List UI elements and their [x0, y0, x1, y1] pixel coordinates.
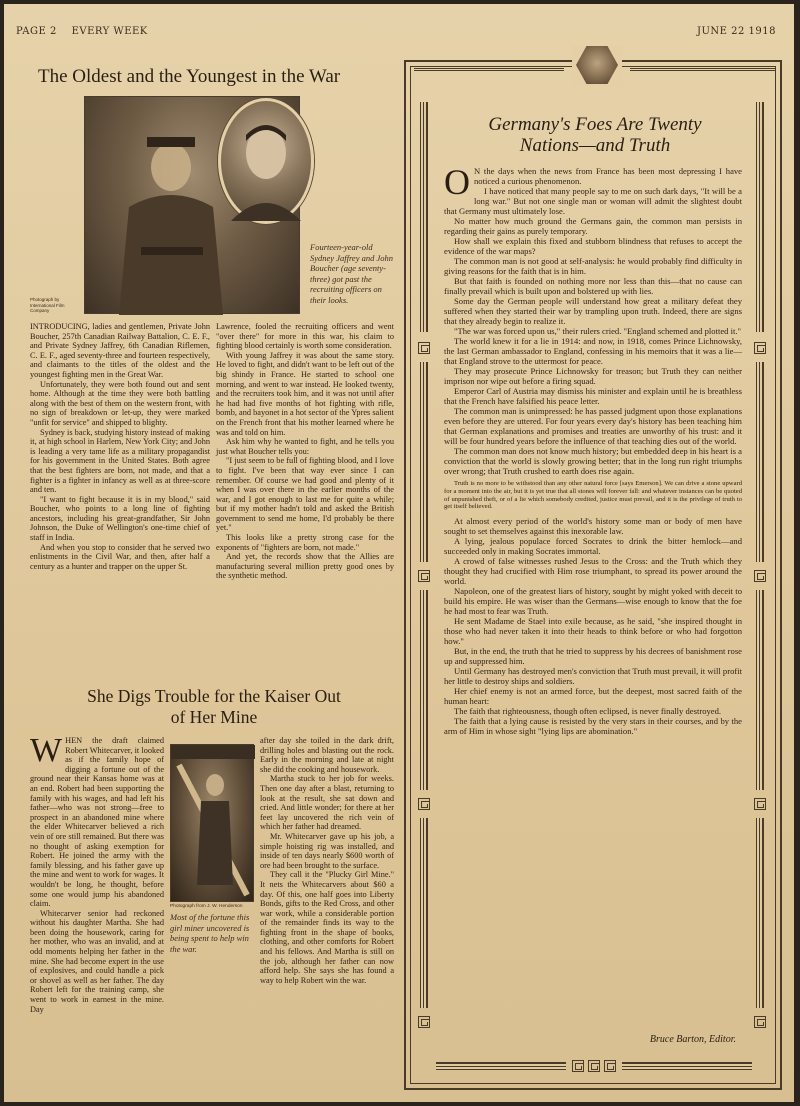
- editorial-paragraph: But, in the end, the truth that he tried to suppress by his decrees of banishment rose up and suppressed him.: [444, 646, 742, 667]
- bottom-border-bar-left: [436, 1062, 566, 1070]
- article2-paragraph: They call it the "Plucky Girl Mine." It nets the Whitecarvers about $60 a day. Of this, one half goes into Liberty Bonds, gifts to the Red Cross, and other war work, while a considerable portion of the remainder finds its way to the fighting front in the shape of books, clothing, and other comforts for Robert and his fellows. And Martha is still on the job, although her father can now afford help. She says she has found a way to help Robert win the war.: [260, 870, 394, 985]
- left-border-bar-3: [420, 590, 428, 790]
- article-title-oldest-youngest: The Oldest and the Youngest in the War: [38, 66, 341, 87]
- article1-paragraph: And when you stop to consider that he served two enlistments in the Civil War, and then, after half a century as a hunter and trapper on the upper St.: [30, 542, 210, 571]
- editorial-paragraph: Her chief enemy is not an armed force, but the deepest, most sacred faith of the human heart:: [444, 686, 742, 707]
- editorial-paragraph: Some day the German people will understand how great a military defeat they suffered when they started their war by trampling upon truth. Indeed, there are signs that they already begin to realize it.: [444, 296, 742, 326]
- article2-paragraph: after day she toiled in the dark drift, drilling holes and blasting out the rock. Early in the morning and late at night she did the cooking and housework.: [260, 736, 394, 774]
- editorial-paragraph: A lying, jealous populace forced Socrates to drink the bitter hemlock—and succeeded only in making Socrates immortal.: [444, 536, 742, 557]
- editorial-body: [444, 162, 742, 737]
- editorial-paragraph: The common man is not good at self-analysis: he would probably find difficulty in giving reasons for the faith that is in him.: [444, 256, 742, 276]
- article1-paragraph: Ask him why he wanted to fight, and he tells you just what Boucher tells you:: [216, 437, 394, 456]
- magazine-page: [4, 4, 794, 1102]
- editorial-paragraph: Napoleon, one of the greatest liars of history, sought by might yoked with deceit to build his empire. He was wiser than the Germans—wise enough to know that the foe he had most to fear was Truth.: [444, 586, 742, 617]
- editorial-paragraph: He sent Madame de Stael into exile because, as he said, "she inspired thought in those who had never taken it into their heads to think before or who had forgotton how.": [444, 616, 742, 647]
- editor-signature: Bruce Barton, Editor.: [649, 1034, 736, 1045]
- article2-column-2: [260, 736, 394, 985]
- article2-title-line2: of Her Mine: [170, 707, 258, 727]
- editorial-paragraph: But that faith is founded on nothing more nor less than this—that no cause can finally prevail which is built upon and bolstered up with lies.: [444, 276, 742, 296]
- article1-paragraph: "I just seem to be full of fighting blood, and I love to fight. I've been that way ever since I can remember. Of course we had good and plenty of it when I was over there in the earlier months of the war, and I got enough to last me for quite a while; but if my mother hadn't told and asked the British government to send me home, I'd probably be there yet.": [216, 456, 394, 533]
- editorial-title-line1: Germany's Foes Are Twenty: [488, 114, 702, 135]
- greek-key-icon: [754, 798, 766, 810]
- editor-medallion: [572, 46, 622, 86]
- right-border-bar-1: [756, 102, 764, 332]
- article2-paragraph: [30, 732, 164, 909]
- editorial-title-line2: Nations—and Truth: [519, 135, 671, 156]
- greek-key-icon: [418, 1016, 430, 1028]
- left-border-bar-4: [420, 818, 428, 1008]
- editorial-paragraph: I have noticed that many people say to me on such dark days, "It will be a long war." But not one single man or woman will admit the slightest doubt that Germany must ultimately lose.: [444, 186, 742, 216]
- editorial-paragraph: "The war was forced upon us," their rulers cried. "England schemed and plotted it.": [454, 326, 742, 336]
- editorial-paragraph: Until Germany has destroyed men's conviction that Truth must prevail, it will profit her little to destroy ships and soldiers.: [444, 666, 742, 687]
- editorial-paragraph: The common man does not know much history; but embedded deep in his heart is a conviction that the world is slowly growing better; that in the long run right triumphs over wrong; that Truth crushed to earth does rise again.: [444, 446, 742, 476]
- page-label: PAGE 2: [16, 26, 57, 37]
- greek-key-icon: [418, 342, 430, 354]
- article2-title-line1: She Digs Trouble for the Kaiser Out: [87, 686, 341, 706]
- editorial-paragraph: The faith that a lying cause is resisted by the very stars in their courses, and by the arm of Him in whose sight "lying lips are abomination.": [444, 716, 742, 737]
- editorial-title: [436, 114, 754, 156]
- greek-key-icon: [754, 342, 766, 354]
- article1-paragraph: Sydney is back, studying history instead of making it, at high school in Harlem, New York City; and John is leading a very tame life as a military propagandist for his government in the United States. Both agree that the best fighters are born, not made, and that a fighter is a fighter in infancy as well as at three-score and ten.: [30, 427, 210, 495]
- photo-caption-recruits: Fourteen-year-old Sydney Jaffrey and John Boucher (age seventy-three) got past the recruiting officers on their looks.: [310, 242, 393, 305]
- photo-caption-girl-miner: Most of the fortune this girl miner uncovered is being spent to help win the war.: [170, 912, 250, 954]
- greek-key-icon: [418, 798, 430, 810]
- editorial-paragraph: At almost every period of the world's history some man or body of men have sought to set themselves against this inexorable law.: [444, 516, 742, 537]
- article2-paragraph: Mr. Whitecarver gave up his job, a simple hoisting rig was installed, and inside of ten days nearly $600 worth of ore had been brought to the surface.: [260, 831, 394, 870]
- publication-name: EVERY WEEK: [71, 26, 148, 37]
- editorial-paragraph: The world knew it for a lie in 1914: and now, in 1918, comes Prince Lichnowsky, the last German ambassador to England, confessing in his memoirs that it was a lie—that England strove to the uttermost for peace.: [444, 336, 742, 366]
- left-border-bar-1: [420, 102, 428, 332]
- top-ornament-line-right: [630, 68, 776, 71]
- dropcap-w: W: [30, 732, 63, 769]
- photo-portrait-jaffrey: [218, 98, 314, 224]
- article-title-kaiser-mine: [34, 686, 394, 728]
- top-ornament-line-left: [414, 68, 564, 71]
- running-header-left: [16, 26, 148, 37]
- right-border-bar-2: [756, 362, 764, 562]
- article1-paragraph: Unfortunately, they were both found out and sent home. Although at the time they were both battling along with the best of them on the western front, with no sign of breakdown or let-up, they were marked "unfit for service" and shipped to blighty.: [30, 379, 210, 427]
- greek-key-icon: [572, 1060, 584, 1072]
- emerson-quote: Truth is no more to be withstood than any other natural force [says Emerson]. We can drive a stone upward for a moment into the air, but it is yet true that all stones will forever fall: and whatever instances can be quoted of unpunished theft, or of a lie which somebody credited, justice must prevail, and it is the privilege of truth to get itself believed.: [444, 480, 742, 511]
- editorial-paragraph: The common man is unimpressed: he has passed judgment upon those explanations even before they are uttered. For four years every day's history has been teaching him that German explanations and promises and treaties are unworthy of his trust: and it will be four hundred years before the influence of that teaching dies out of the world.: [444, 406, 742, 446]
- article1-column-1: [30, 322, 210, 571]
- editorial-paragraph: How shall we explain this fixed and stubborn blindness that refuses to accept the evidence of the war maps?: [444, 236, 742, 256]
- editorial-paragraph-text: N the days when the news from France has been most depressing I have noticed a curious phenomenon.: [474, 166, 742, 186]
- editorial-paragraph: A crowd of false witnesses rushed Jesus to the Cross: and the Truth which they thought they had crucified with Him rose triumphant, to spread its power around the world.: [444, 556, 742, 587]
- greek-key-icon: [754, 570, 766, 582]
- editorial-box: [404, 60, 782, 1090]
- editorial-paragraph: No matter how much ground the Germans gain, the common man persists in regarding their gains as purely temporary.: [444, 216, 742, 236]
- editorial-paragraph: Emperor Carl of Austria may dismiss his minister and explain until he is breathless that the French have falsified his peace letter.: [444, 386, 742, 406]
- editorial-paragraph: They may prosecute Prince Lichnowsky for treason; but Truth they can neither imprison nor wipe out before a firing squad.: [444, 366, 742, 386]
- article1-paragraph: Lawrence, fooled the recruiting officers and went "over there" for more in this war, his claim to fighting blood certainly is worth some consideration.: [216, 322, 394, 351]
- photo-credit-henderson: Photograph from J. W. Henderson: [170, 904, 243, 909]
- editor-portrait-icon: [576, 46, 618, 84]
- photo-girl-miner: [170, 744, 254, 902]
- article1-paragraph: INTRODUCING, ladies and gentlemen, Private John Boucher, 257th Canadian Railway Battalion, C. E. F., and Private Sydney Jaffrey, 6th Canadian Riflemen, C. E. F., aged seventy-three and fourteen respectively, and claimants to the titles of the oldest and the youngest fighting men in the Great War.: [30, 322, 210, 379]
- article2-paragraph: Martha stuck to her job for weeks. Then one day after a blast, returning to look at the result, she sat down and cried. And little wonder; for there at her feet lay uncovered the rich vein of which her father had dreamed.: [260, 774, 394, 832]
- editorial-paragraph: The faith that righteousness, though often eclipsed, is never finally destroyed.: [454, 706, 722, 717]
- bottom-border-bar-right: [622, 1062, 752, 1070]
- article2-column-1: [30, 732, 164, 1014]
- greek-key-icon: [754, 1016, 766, 1028]
- article1-paragraph: With young Jaffrey it was about the same story. He loved to fight, and didn't want to be left out of the big shindy in France. He started to school one morning, and went to war instead. He looked twenty, and the recruiters took him, and it was not until after he had had five months of hot fighting with rifle, bomb, and bayonet in a hot sector of the Ypres salient on the French front that his mother learned where he was and told on him.: [216, 350, 394, 437]
- issue-date: JUNE 22 1918: [696, 26, 776, 37]
- article1-paragraph: And yet, the records show that the Allies are manufacturing several million pretty good ones by the synthetic method.: [216, 552, 394, 581]
- right-border-bar-3: [756, 590, 764, 790]
- dropcap-o: O: [444, 162, 470, 202]
- article1-paragraph: "I want to fight because it is in my blood," said Boucher, who points to a long line of fighting ancestors, including his great-grandfather, Sir John Johnson, the Duke of Wellington's one-time chief of staff in India.: [30, 494, 210, 543]
- greek-key-icon: [604, 1060, 616, 1072]
- article1-column-2: [216, 322, 394, 581]
- photo-credit-international: Photograph by International Film Company: [30, 297, 65, 313]
- right-border-bar-4: [756, 818, 764, 1008]
- article2-paragraph-text: HEN the draft claimed Robert Whitecarver, it looked as if the family hope of digging a fortune out of the ground near their Kansas home was at an end. Robert had been supporting the family with his wages, and had left his father—who was not strong—free to prospect in an abandoned mine where the elder Whitecarver believed a rich vein of ore still remained. But there was no thought of asking exemption for Robert. He joined the army with the family blessing, and his father gave up the mine and went to work for wages. It wouldn't be long, he thought, before some one would jump his abandoned claim.: [30, 736, 164, 909]
- article1-paragraph: This looks like a pretty strong case for the exponents of "fighters are born, not made.": [216, 533, 394, 552]
- article2-paragraph: Whitecarver senior had reckoned without his daughter Martha. She had been doing the housework, caring for her mother, who was an invalid, and at odd moments helping her father in the mine. She had become expert in the use of explosives, and could handle a pick or shovel as well as her father. The day Robert left for the training camp, she went to work in earnest in the mine. Day: [30, 908, 164, 1014]
- left-border-bar-2: [420, 362, 428, 562]
- greek-key-icon: [588, 1060, 600, 1072]
- greek-key-icon: [418, 570, 430, 582]
